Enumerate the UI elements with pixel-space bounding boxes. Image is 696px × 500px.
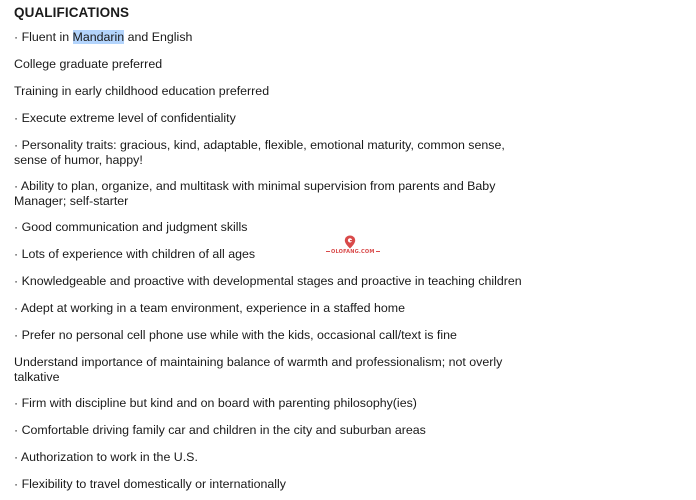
list-item-prefix: · Fluent in xyxy=(14,30,73,44)
list-item: Training in early childhood education preferred xyxy=(14,84,270,98)
list-item: · Flexibility to travel domestically or internationally xyxy=(14,477,287,491)
list-item: · Firm with discipline but kind and on board with parenting philosophy(ies) xyxy=(14,396,417,410)
list-item: · Prefer no personal cell phone use while with the kids, occasional call/text is fine xyxy=(14,328,457,342)
list-item: · Personality traits: gracious, kind, adaptable, flexible, emotional maturity, common sense, sense of humor, happy! xyxy=(14,138,505,167)
watermark xyxy=(325,235,375,265)
list-item: · Knowledgeable and proactive with developmental stages and proactive in teaching children xyxy=(14,274,522,288)
list-item: · Execute extreme level of confidentiality xyxy=(14,111,236,125)
list-item xyxy=(14,30,534,45)
list-item: · Comfortable driving family car and children in the city and suburban areas xyxy=(14,423,426,437)
list-item: · Good communication and judgment skills xyxy=(14,220,248,234)
list-item: · Lots of experience with children of all ages xyxy=(14,247,256,261)
list-item-suffix: and English xyxy=(124,30,193,44)
list-item: Understand importance of maintaining balance of warmth and professionalism; not overly talkative xyxy=(14,355,503,384)
list-item: · Adept at working in a team environment, experience in a staffed home xyxy=(14,301,405,315)
list-item: College graduate preferred xyxy=(14,57,163,71)
watermark-label: OLOFANG.COM xyxy=(325,249,375,255)
section-heading: QUALIFICATIONS xyxy=(14,5,130,20)
selected-text[interactable]: Mandarin xyxy=(72,30,125,44)
location-pin-icon xyxy=(344,235,356,249)
document-body xyxy=(14,4,534,500)
list-item: · Ability to plan, organize, and multitask with minimal supervision from parents and Baby Manager; self-starter xyxy=(14,179,496,208)
list-item: · Authorization to work in the U.S. xyxy=(14,450,198,464)
